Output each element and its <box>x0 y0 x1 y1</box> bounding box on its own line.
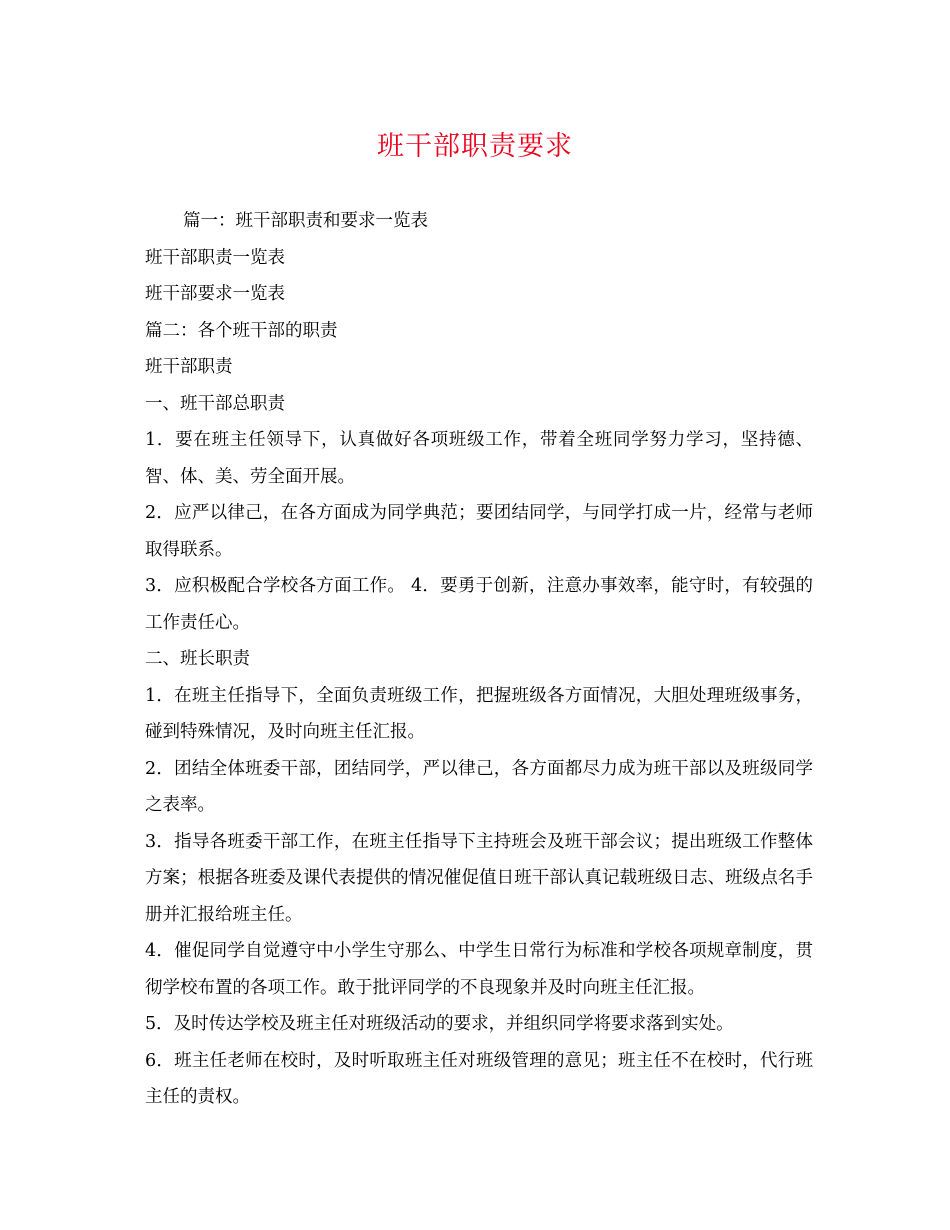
monitor-duty-item-1: 1．在班主任指导下，全面负责班级工作，把握班级各方面情况，大胆处理班级事务，碰到特殊情况，及时向班主任汇报。 <box>145 685 813 742</box>
heading-general-duties: 一、班干部总职责 <box>145 393 285 414</box>
monitor-duty-item-2: 2．团结全体班委干部，团结同学，严以律己，各方面都尽力成为班干部以及班级同学之表率。 <box>145 758 813 815</box>
line-cadre-duties: 班干部职责 <box>145 357 233 377</box>
monitor-duty-item-6: 6．班主任老师在校时，及时听取班主任对班级管理的意见；班主任不在校时，代行班主任的责权。 <box>145 1050 813 1107</box>
general-duty-item-1: 1．要在班主任领导下，认真做好各项班级工作，带着全班同学努力学习，坚持德、智、体、美、劳全面开展。 <box>145 430 813 487</box>
section-heading-part-2: 篇二：各个班干部的职责 <box>145 320 338 341</box>
heading-monitor-duties: 二、班长职责 <box>145 649 250 669</box>
general-duty-item-3-4: 3．应积极配合学校各方面工作。 4．要勇于创新，注意办事效率，能守时，有较强的工作责任心。 <box>145 576 813 633</box>
monitor-duty-item-4: 4．催促同学自觉遵守中小学生守那么、中学生日常行为标准和学校各项规章制度，贯彻学校布置的各项工作。敢于批评同学的不良现象并及时向班主任汇报。 <box>145 941 813 998</box>
document-body <box>145 203 813 1116</box>
monitor-duty-item-3: 3．指导各班委干部工作，在班主任指导下主持班会及班干部会议；提出班级工作整体方案；根据各班委及课代表提供的情况催促值日班干部认真记载班级日志、班级点名手册并汇报给班主任。 <box>145 831 813 925</box>
general-duty-item-2: 2．应严以律己，在各方面成为同学典范；要团结同学，与同学打成一片，经常与老师取得联系。 <box>145 503 813 560</box>
monitor-duty-item-5: 5．及时传达学校及班主任对班级活动的要求，并组织同学将要求落到实处。 <box>145 1014 734 1034</box>
document-title: 班干部职责要求 <box>377 131 573 162</box>
line-requirement-list: 班干部要求一览表 <box>145 284 285 304</box>
section-heading-part-1: 篇一：班干部职责和要求一览表 <box>183 211 428 231</box>
line-duty-list: 班干部职责一览表 <box>145 247 285 268</box>
